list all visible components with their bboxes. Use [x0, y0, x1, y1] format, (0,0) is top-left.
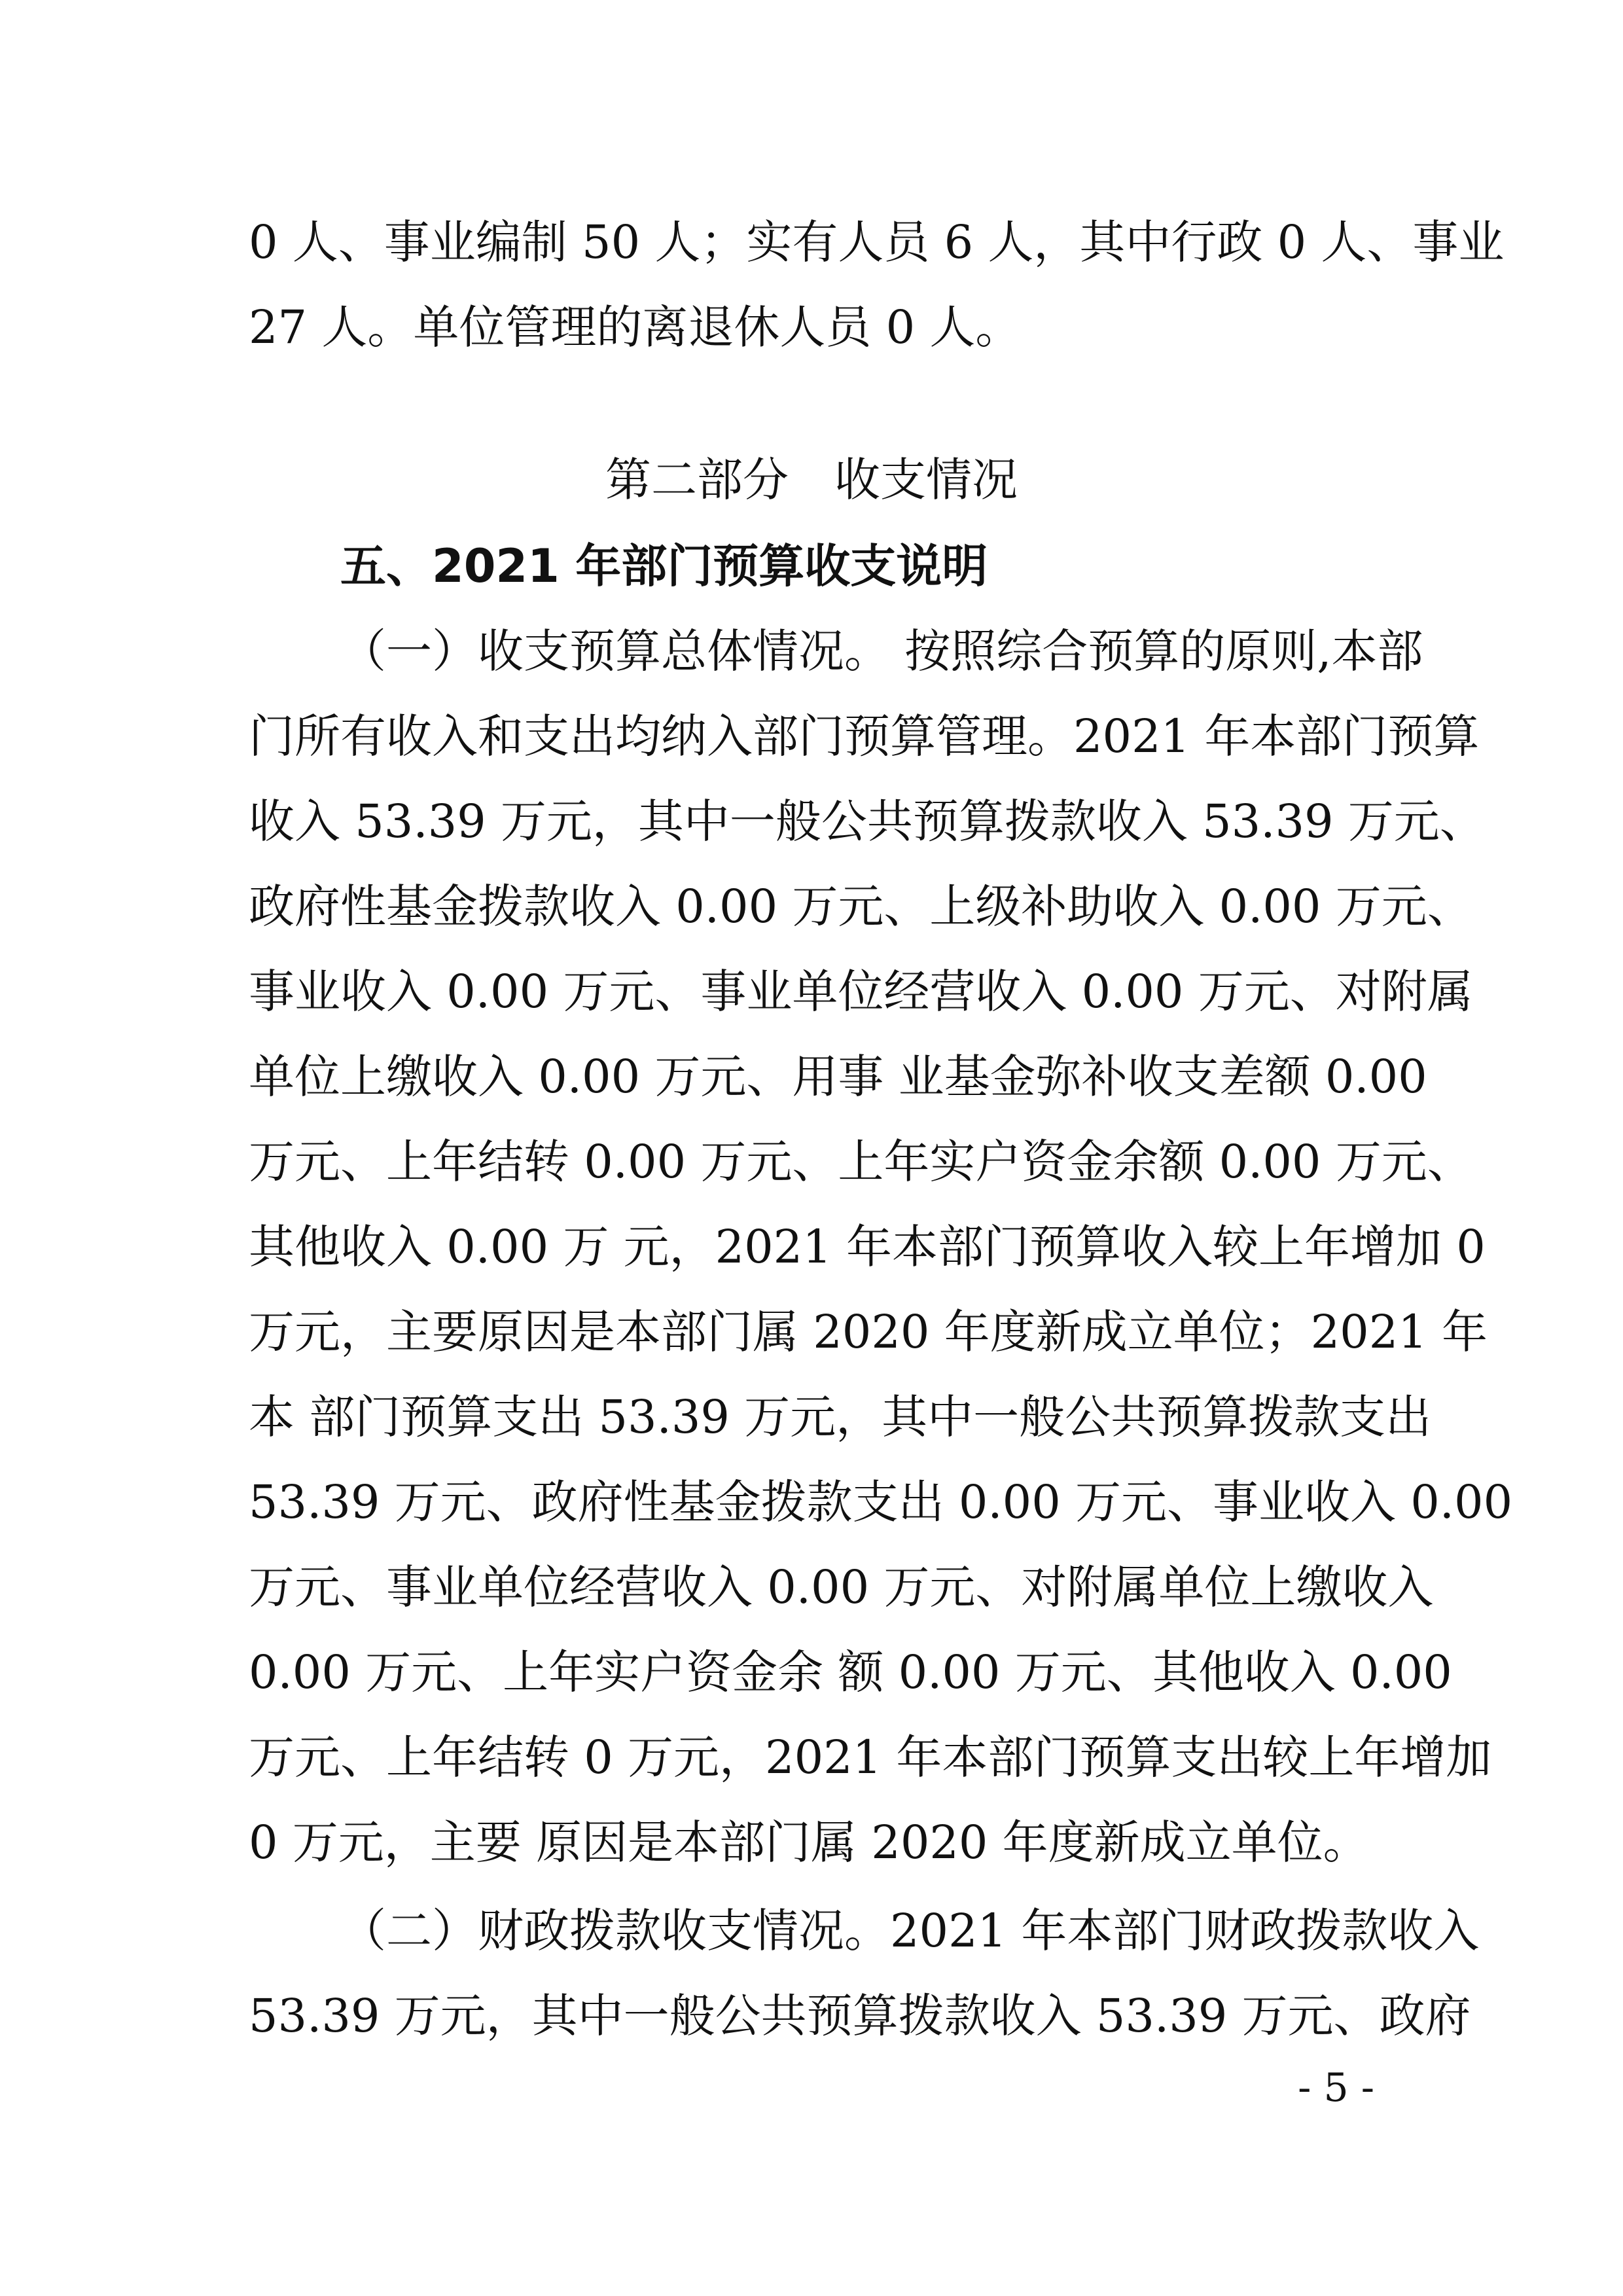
text-line: 万元、事业单位经营收入 0.00 万元、对附属单位上缴收入 [249, 1560, 1434, 1614]
text-line: 收入 53.39 万元，其中一般公共预算拨款收入 53.39 万元、 [249, 795, 1486, 848]
text-line: 其他收入 0.00 万 元，2021 年本部门预算收入较上年增加 0 [249, 1220, 1486, 1274]
text-line: 万元、上年结转 0.00 万元、上年实户资金余额 0.00 万元、 [249, 1135, 1473, 1189]
text-line: 53.39 万元，其中一般公共预算拨款收入 53.39 万元、政府 [249, 1989, 1471, 2043]
paragraph-first-line: （一）收支预算总体情况。 按照综合预算的原则,本部 [340, 624, 1423, 678]
text-line: 门所有收入和支出均纳入部门预算管理。2021 年本部门预算 [249, 709, 1480, 763]
text-line: 27 人。单位管理的离退休人员 0 人。 [249, 300, 1022, 354]
page-number: - 5 - [1298, 2065, 1374, 2111]
text-line: 0 万元，主要 原因是本部门属 2020 年度新成立单位。 [249, 1816, 1369, 1869]
text-line: 0 人、事业编制 50 人；实有人员 6 人，其中行政 0 人、事业 [249, 215, 1505, 269]
text-line: 万元，主要原因是本部门属 2020 年度新成立单位；2021 年 [249, 1305, 1488, 1359]
text-line: 53.39 万元、政府性基金拨款支出 0.00 万元、事业收入 0.00 [249, 1475, 1513, 1529]
text-line: 本 部门预算支出 53.39 万元，其中一般公共预算拨款支出 [249, 1390, 1432, 1444]
text-line: 单位上缴收入 0.00 万元、用事 业基金弥补收支差额 0.00 [249, 1050, 1427, 1103]
paragraph-first-line: （二）财政拨款收支情况。2021 年本部门财政拨款收入 [340, 1904, 1480, 1958]
text-line: 事业收入 0.00 万元、事业单位经营收入 0.00 万元、对附属 [249, 965, 1473, 1018]
section-title: 五、2021 年部门预算收支说明 [340, 539, 988, 593]
part-title: 第二部分 收支情况 [605, 453, 1018, 507]
text-line: 0.00 万元、上年实户资金余 额 0.00 万元、其他收入 0.00 [249, 1645, 1452, 1699]
text-line: 万元、上年结转 0 万元，2021 年本部门预算支出较上年增加 [249, 1731, 1492, 1784]
text-line: 政府性基金拨款收入 0.00 万元、上级补助收入 0.00 万元、 [249, 880, 1473, 933]
